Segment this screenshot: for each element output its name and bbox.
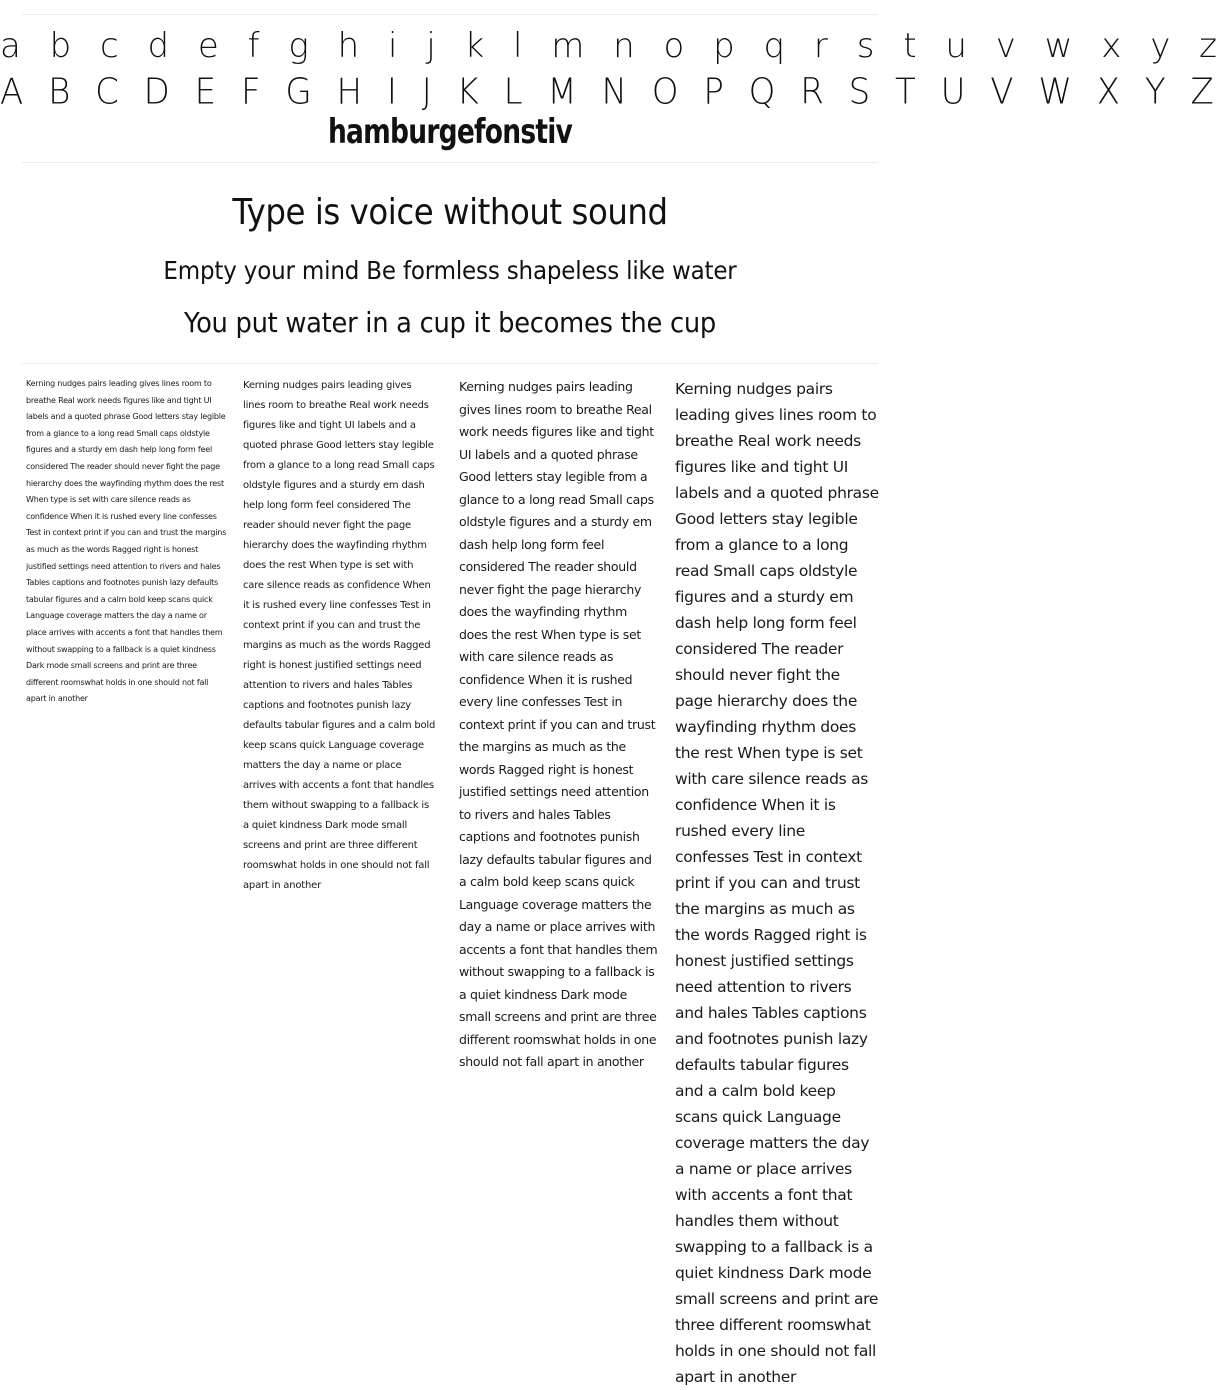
lowercase-alphabet: a b c d e f g h i j k l m n o p q r s t u v w x y z [0,26,1226,66]
headline-small: You put water in a cup it becomes the cup [184,306,716,339]
glyph-section-divider [22,162,878,163]
top-divider [22,14,878,15]
font-name-sample: hamburgefonstiv [327,112,573,152]
uppercase-alphabet: A B C D E F G H I J K L M N O P Q R S T U V W X Y Z [0,71,1221,113]
body-text-column-large: Kerning nudges pairs leading gives lines room to breathe Real work needs figures like and tight UI labels and a quoted phrase Good letters stay legible from a glance to a long read Small caps oldstyle figures and a sturdy em dash help long form feel considered The reader should never fight the page hierarchy does the wayfinding rhythm does the rest When type is set with care silence reads as confidence When it is rushed every line confesses Test in context print if you can and trust the margins as much as the words Ragged right is honest justified settings need attention to rivers and hales Tables captions and footnotes punish lazy defaults tabular figures and a calm bold keep scans quick Language coverage matters the day a name or place arrives with accents a font that handles them without swapping to a fallback is a quiet kindness Dark mode small screens and print are three different roomswhat holds in one should not fall apart in another [459,379,658,1069]
headline-medium: Empty your mind Be formless shapeless like water [163,256,737,285]
headline-large: Type is voice without sound [232,192,668,233]
headline-section-divider [22,363,878,364]
body-text-column-small: Kerning nudges pairs leading gives lines room to breathe Real work needs figures like and tight UI labels and a quoted phrase Good letters stay legible from a glance to a long read Small caps oldstyle figures and a sturdy em dash help long form feel considered The reader should never fight the page hierarchy does the wayfinding rhythm does the rest When type is set with care silence reads as confidence When it is rushed every line confesses Test in context print if you can and trust the margins as much as the words Ragged right is honest justified settings need attention to rivers and hales Tables captions and footnotes punish lazy defaults tabular figures and a calm bold keep scans quick Language coverage matters the day a name or place arrives with accents a font that handles them without swapping to a fallback is a quiet kindness Dark mode small screens and print are three different roomswhat holds in one should not fall apart in another [26,379,227,704]
body-text-column-xlarge: Kerning nudges pairs leading gives lines room to breathe Real work needs figures like and tight UI labels and a quoted phrase Good letters stay legible from a glance to a long read Small caps oldstyle figures and a sturdy em dash help long form feel considered The reader should never fight the page hierarchy does the wayfinding rhythm does the rest When type is set with care silence reads as confidence When it is rushed every line confesses Test in context print if you can and trust the margins as much as the words Ragged right is honest justified settings need attention to rivers and hales Tables captions and footnotes punish lazy defaults tabular figures and a calm bold keep scans quick Language coverage matters the day a name or place arrives with accents a font that handles them without swapping to a fallback is a quiet kindness Dark mode small screens and print are three different roomswhat holds in one should not fall apart in another [675,380,879,1386]
body-text-column-medium: Kerning nudges pairs leading gives lines room to breathe Real work needs figures like and tight UI labels and a quoted phrase Good letters stay legible from a glance to a long read Small caps oldstyle figures and a sturdy em dash help long form feel considered The reader should never fight the page hierarchy does the wayfinding rhythm does the rest When type is set with care silence reads as confidence When it is rushed every line confesses Test in context print if you can and trust the margins as much as the words Ragged right is honest justified settings need attention to rivers and hales Tables captions and footnotes punish lazy defaults tabular figures and a calm bold keep scans quick Language coverage matters the day a name or place arrives with accents a font that handles them without swapping to a fallback is a quiet kindness Dark mode small screens and print are three different roomswhat holds in one should not fall apart in another [243,380,436,891]
